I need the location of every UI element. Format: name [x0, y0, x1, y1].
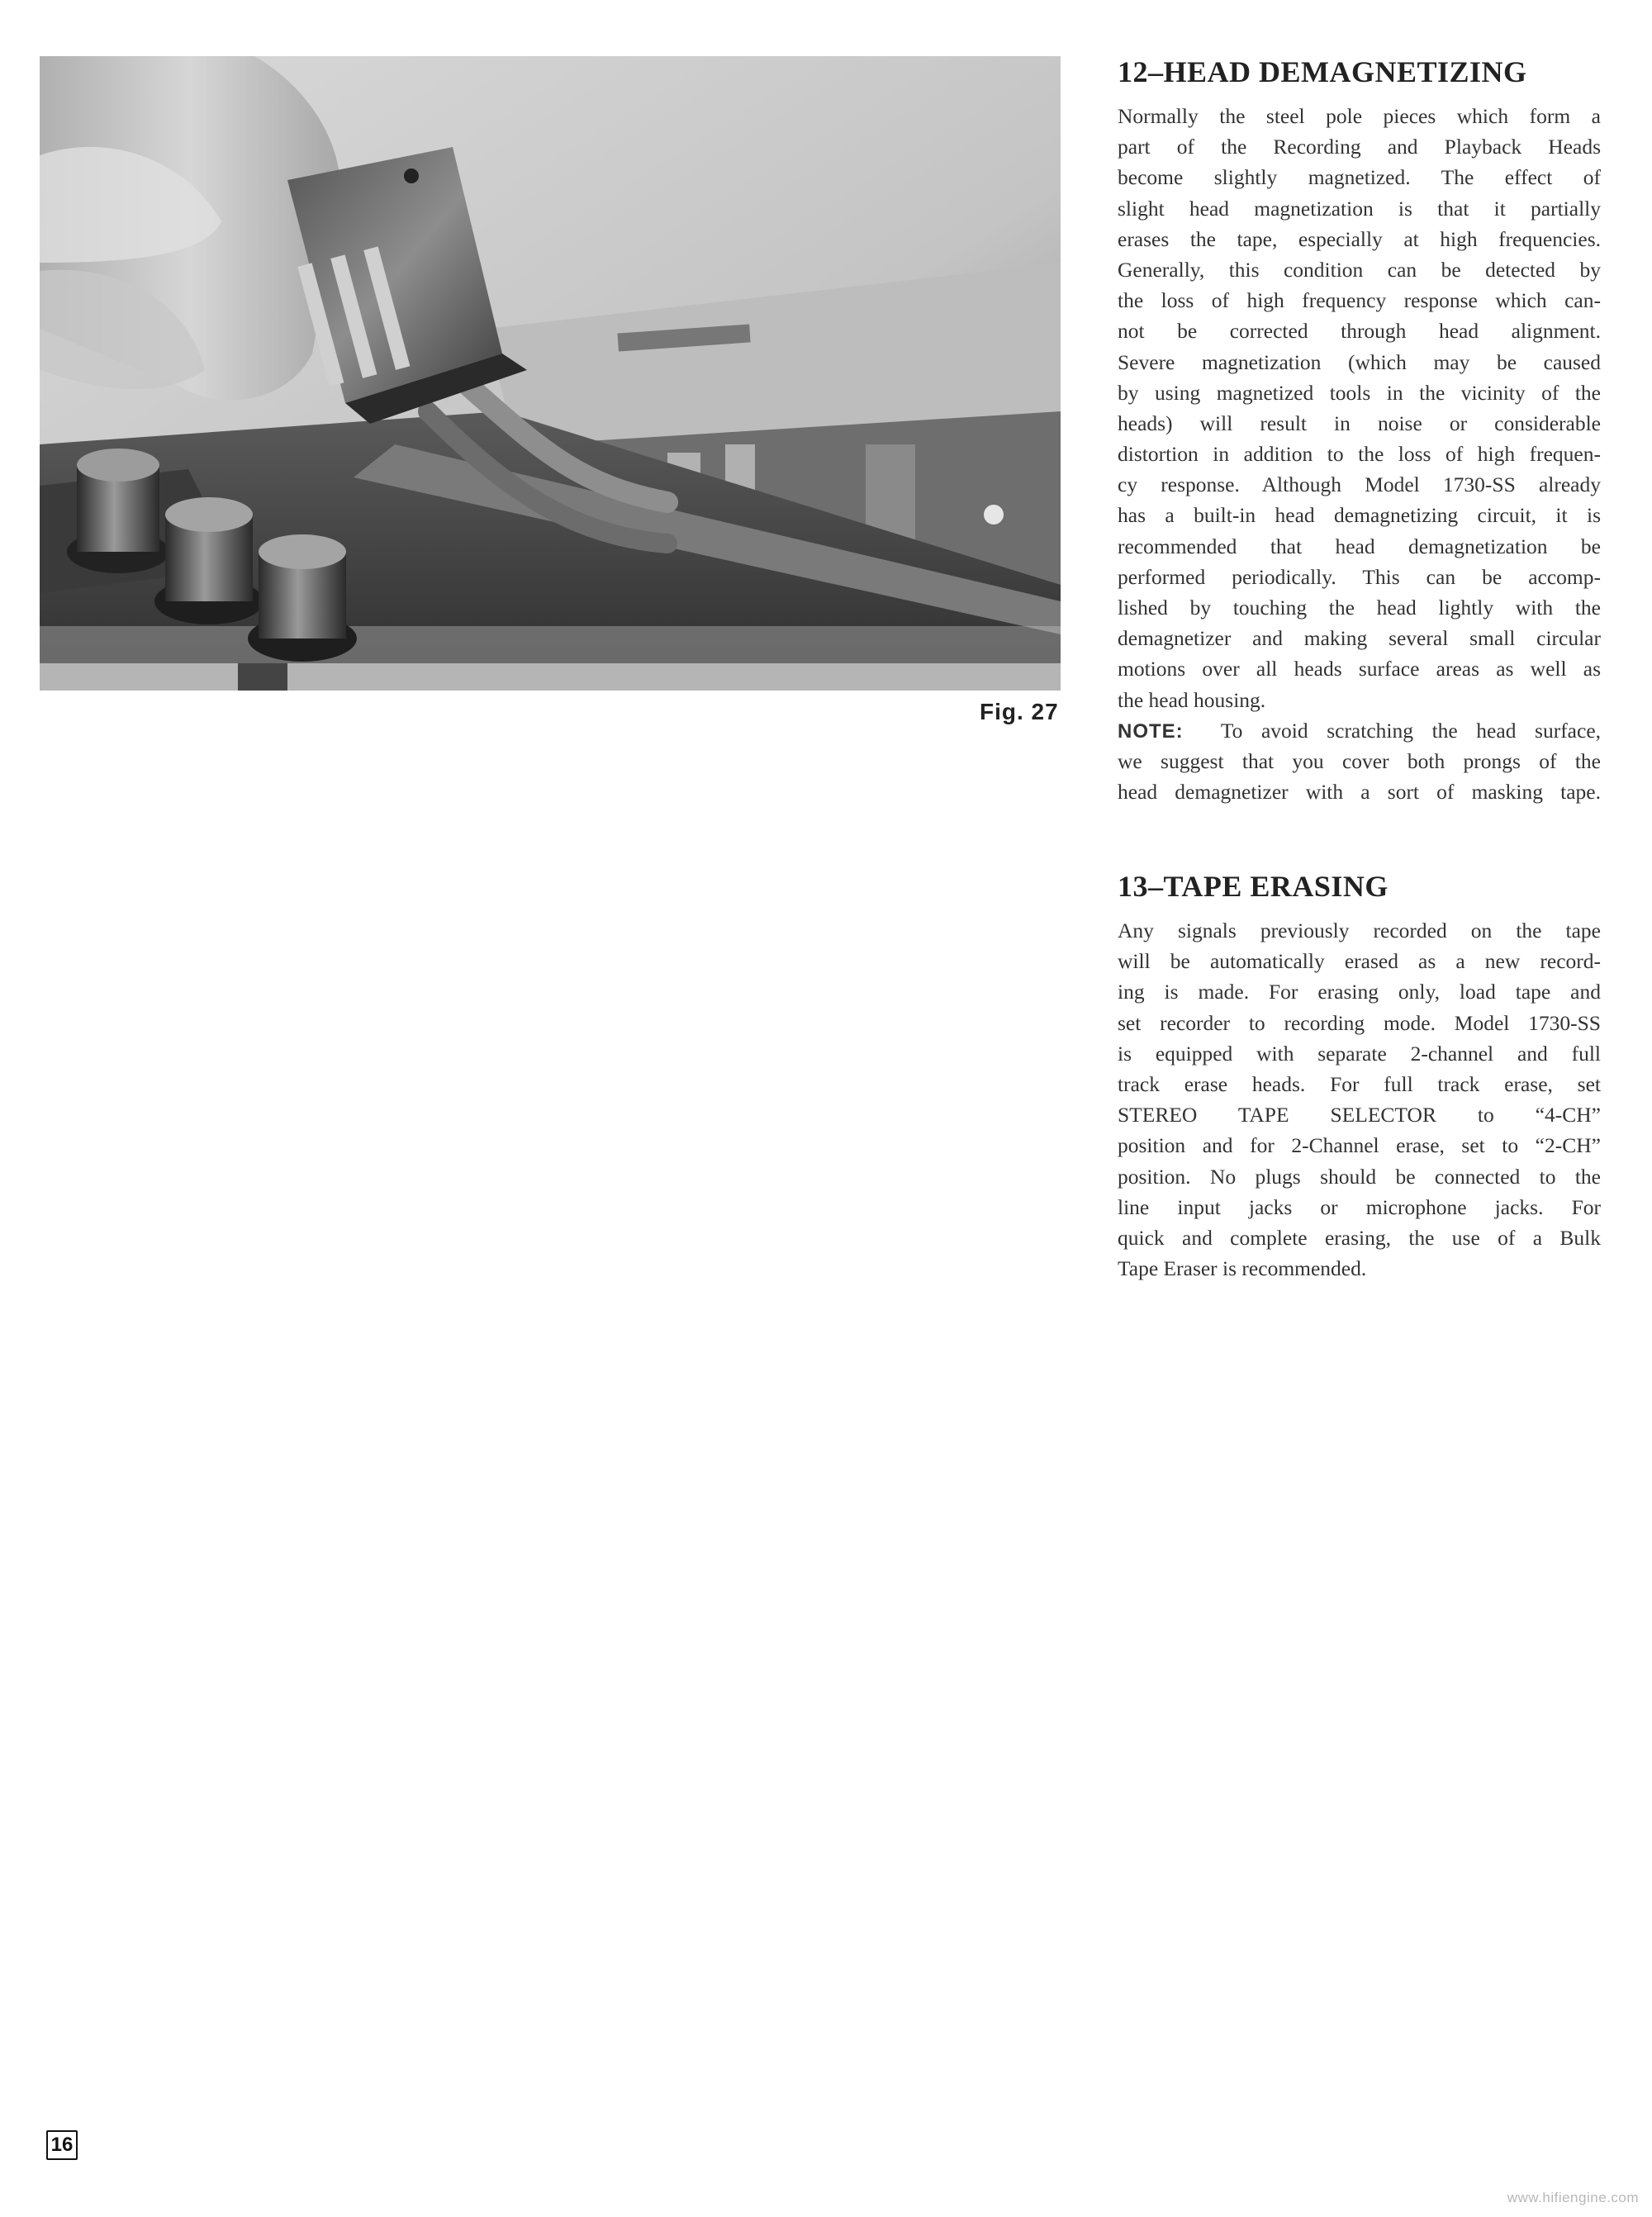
section-title: 13–TAPE ERASING — [1118, 870, 1389, 903]
body-line: the loss of high frequency response which can- — [1118, 288, 1601, 313]
body-line: become slightly magnetized. The effect of — [1118, 165, 1601, 190]
body-line: performed periodically. This can be accomp- — [1118, 564, 1601, 589]
body-line: is equipped with separate 2-channel and full — [1118, 1041, 1601, 1066]
note-line: we suggest that you cover both prongs of the — [1118, 748, 1601, 773]
body-line: erases the tape, especially at high frequencies. — [1118, 226, 1601, 251]
body-line: position and for 2-Channel erase, set to “2-CH” — [1118, 1133, 1601, 1158]
body-line: lished by touching the head lightly with the — [1118, 596, 1601, 620]
body-line: by using magnetized tools in the vicinity of the — [1118, 380, 1601, 405]
body-line: Severe magnetization (which may be caused — [1118, 349, 1601, 374]
body-line: cy response. Although Model 1730-SS already — [1118, 472, 1601, 497]
section-title: 12–HEAD DEMAGNETIZING — [1118, 55, 1527, 88]
body-line: quick and complete erasing, the use of a Bulk — [1118, 1225, 1601, 1250]
body-line: motions over all heads surface areas as well as — [1118, 657, 1601, 681]
section-head-demagnetizing — [1118, 55, 1601, 807]
note-line — [1118, 715, 1601, 746]
body-line: Generally, this condition can be detected by — [1118, 257, 1601, 282]
section-body — [1118, 101, 1601, 807]
demagnetizer-photo-illustration — [40, 56, 1061, 691]
body-line: heads) will result in noise or considerable — [1118, 411, 1601, 435]
body-line: Tape Eraser is recommended. — [1118, 1256, 1367, 1281]
body-line: not be corrected through head alignment. — [1118, 319, 1601, 344]
knob-3 — [248, 534, 357, 662]
body-line: the head housing. — [1118, 687, 1266, 712]
body-line: ing is made. For erasing only, load tape and — [1118, 980, 1601, 1004]
body-line: set recorder to recording mode. Model 1730-SS — [1118, 1010, 1601, 1035]
figure-27-photo — [40, 56, 1061, 691]
note-label: NOTE: — [1118, 719, 1184, 743]
body-line: demagnetizer and making several small circular — [1118, 626, 1601, 651]
knob-1 — [67, 449, 169, 573]
page-number: 16 — [46, 2130, 78, 2160]
body-line: Any signals previously recorded on the tape — [1118, 919, 1601, 942]
note-text: To avoid scratching the head surface, — [1220, 718, 1602, 743]
body-line: recommended that head demagnetization be — [1118, 534, 1601, 558]
body-line: distortion in addition to the loss of high frequen- — [1118, 442, 1601, 467]
body-line: STEREO TAPE SELECTOR to “4-CH” — [1118, 1103, 1601, 1127]
figure-caption: Fig. 27 — [980, 699, 1059, 724]
section-body — [1118, 915, 1601, 1284]
body-line: has a built-in head demagnetizing circuit, it is — [1118, 503, 1601, 528]
body-line: track erase heads. For full track erase, set — [1118, 1071, 1601, 1096]
body-line: part of the Recording and Playback Heads — [1118, 135, 1601, 159]
body-line: position. No plugs should be connected to the — [1118, 1164, 1601, 1189]
section-tape-erasing — [1118, 869, 1601, 1284]
knob-2 — [154, 497, 263, 624]
body-line: line input jacks or microphone jacks. For — [1118, 1194, 1601, 1219]
body-line: Normally the steel pole pieces which form a — [1118, 104, 1601, 128]
body-line: will be automatically erased as a new record- — [1118, 949, 1601, 974]
watermark: www.hifiengine.com — [1507, 2190, 1639, 2205]
note-line: head demagnetizer with a sort of masking tape. — [1118, 780, 1601, 805]
body-line: slight head magnetization is that it partially — [1118, 196, 1601, 221]
